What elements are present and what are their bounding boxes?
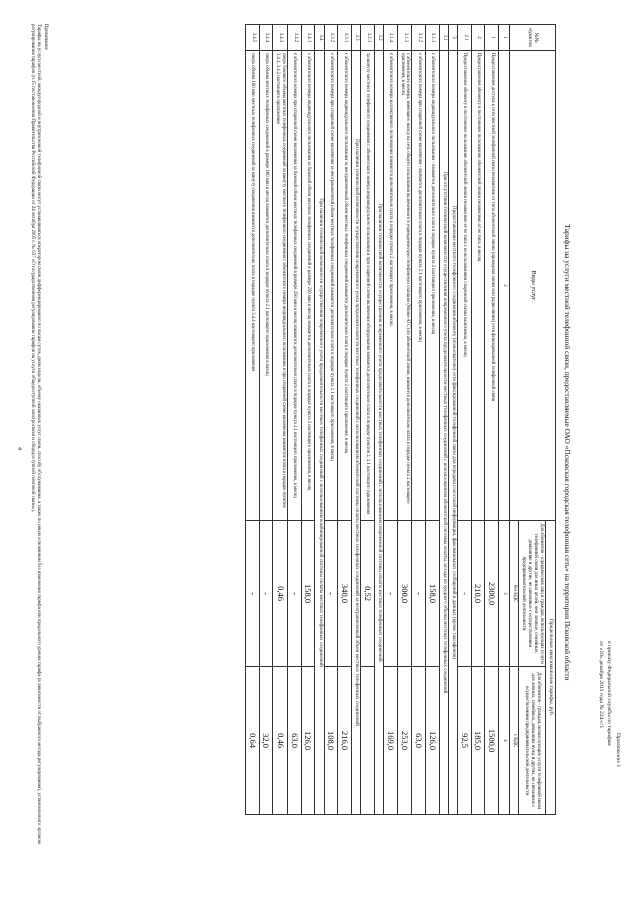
table-row — [361, 25, 375, 815]
section-title: При наличии технической возможности осуществления повременного учета продолжительности местных телефонных соединений с использованием комбинированной системы оплаты местных телефонных соединений — [315, 51, 324, 815]
table-row — [259, 25, 273, 815]
header-with-vat: с НДС — [510, 667, 519, 815]
service-name: с абонентского номера индивидуального пользования за неограниченный объем местных телефонных соединений взимается дополнительно плата в порядке пункта 2 настоящего приложения, в месяц — [338, 51, 352, 521]
service-name: сверх объема 100 мин местных телефонных соединений за минуту соединения взимается дополнительно плата в порядке пункта 3.4.4 настоящего приложения — [246, 51, 260, 521]
row-number: 3.1.4 — [384, 25, 398, 51]
section-title: При отсутствии технической возможности осуществления повременного учета продолжительности местных телефонных соединений с использованием абонентской системы оплаты, исходя из среднего объема местных телефонных соединений — [439, 51, 448, 815]
service-name: Предоставление доступа к сети местной телефонной связи независимо от типа абонентской линии (проводная линия или радиолиния) сети фиксированной телефонной связи — [485, 51, 499, 521]
table-row — [397, 25, 412, 815]
tariff-value-with-vat: 92,5 — [458, 667, 472, 815]
approval-block — [596, 641, 622, 871]
table-row — [273, 25, 288, 815]
service-name: Предоставление абоненту в постоянное пользование абонентской линии независимо от ее типа с использованием спаренной схемы включения, в месяц — [458, 51, 472, 521]
row-number: 3 — [448, 25, 457, 51]
table-row — [426, 25, 440, 815]
service-name: Предоставление абоненту в постоянное пользование абонентской линии независимо от ее типа, в месяц — [471, 51, 485, 521]
row-number: 3.4 — [315, 25, 324, 51]
row-number: 3.1 — [439, 25, 448, 51]
approval-line-1: Приложение 1 — [615, 733, 621, 768]
tariff-value-without-vat: 158,0 — [426, 521, 440, 667]
header-service: Виды услуг — [510, 51, 556, 521]
header-without-vat: без НДС — [510, 521, 519, 667]
tariff-value-with-vat: 0,46 — [273, 667, 288, 815]
column-number: 4 — [499, 667, 510, 815]
tariff-value-without-vat: 158,0 — [301, 521, 315, 667]
column-number: 3 — [499, 521, 510, 667]
row-number: 3.1.3 — [397, 25, 412, 51]
tariff-value-with-vat: 1500,0 — [485, 667, 499, 815]
table-row — [471, 25, 485, 815]
row-number: 2.1 — [458, 25, 472, 51]
row-number: 2 — [471, 25, 485, 51]
row-number: 1 — [485, 25, 499, 51]
tariff-value-without-vat: - — [412, 521, 426, 667]
tariff-value-with-vat — [361, 667, 375, 815]
tariff-value-with-vat: 108,0 — [324, 667, 338, 815]
page-number: 4 — [16, 447, 22, 450]
section-row — [315, 25, 324, 815]
column-number: 1 — [499, 25, 510, 51]
tariff-value-with-vat: 0,64 — [246, 667, 260, 815]
table-row — [412, 25, 426, 815]
notes-text: Тарифы на услуги местной, междугородной и внутризоновой телефонной связи могут устанавливаться оператором связи дифференцированно по часам суток, дням недели, объему оказанных услуг связи, способу обслуживания, а также по иным основаниям без изменения тарифа или предельного уровня тарифа (в зависимости от выбранного метода регулирования), установленного органом регулирования тарифов (п.15 постановления Правительства Российской Федерации от 24 октября 2005 г. № 637 «О государственном регулировании тарифов на услуги общедоступной электросвязи и общедоступной почтовой связи»). — [29, 24, 42, 844]
service-name: сверх объема местных телефонных соединений в размере 100 мин в месяц взимается дополнительно плата в порядке пункта 2.1 настоящего приложения в месяц — [259, 51, 273, 521]
row-number: 3.3.1 — [338, 25, 352, 51]
tariff-value-without-vat: - — [246, 521, 260, 667]
tariff-table — [245, 24, 556, 815]
header-legal-entities: Для абонентов - юридических лиц и граждан, использующих услуги телефонной связи для иных целей, чем личные, семейные, домашние и другие, не связанные с осуществлением предпринимательской деятельности — [519, 521, 546, 667]
row-number: 3.2.1 — [361, 25, 375, 51]
tariff-value-with-vat: 63,0 — [288, 667, 302, 815]
row-number: 3.3.2 — [324, 25, 338, 51]
service-name: с абонентского номера при спаренной схеме включения - взимается дополнительно плата в порядке пункта 2.1 настоящего приложения, в месяц — [412, 51, 426, 521]
section-title: При наличии технической возможности осуществления повременного учета продолжительности местных телефонных соединений с использованием абонентской системы оплаты местных телефонных соединений за неограниченный объем местных телефонных соединений — [351, 51, 360, 815]
tariff-value-without-vat: 340,0 — [338, 521, 352, 667]
tariff-value-without-vat: 2300,0 — [485, 521, 499, 667]
row-number: 3.3 — [351, 25, 360, 51]
service-name: с абонентского номера индивидуального пользования - взимается дополнительно плата в порядке пункта 2 настоящего приложения, в месяц — [426, 51, 440, 521]
approval-line-3: от «10» декабря 2013 года № 224-с/1 — [597, 641, 604, 729]
tariff-value-with-vat: 216,0 — [338, 667, 352, 815]
service-name: с абонентского номера при спаренной схеме включения за базовый объем местных телефонных соединений в размере 250 мин в месяц взимается дополнительно плата в порядке пункта 2.1 настоящего приложения, в месяц — [288, 51, 302, 521]
tariff-value-without-vat: 0,52 — [361, 521, 375, 667]
row-number: 3.4.1 — [301, 25, 315, 51]
section-row — [448, 25, 457, 815]
table-row — [338, 25, 352, 815]
notes-heading: Примечание — [43, 24, 48, 50]
tariff-value-with-vat: 63,0 — [412, 667, 426, 815]
header-tariff-group: Предельные максимальные тарифы, руб. — [546, 521, 556, 815]
tariff-value-with-vat: 253,0 — [397, 667, 412, 815]
section-row — [439, 25, 448, 815]
table-row — [288, 25, 302, 815]
row-number: 3.1.2 — [412, 25, 426, 51]
section-title: Предоставление местного телефонного соединения абоненту (пользователю) сети фиксированной телефонной связи для передачи голосовой информации, факсимильных сообщений и данных (кроме таксофонов) — [448, 51, 457, 815]
service-name: с абонентского номера коллективного пользования взимается дополнительно плата в порядке пункта 2 настоящего приложения, в месяц — [384, 51, 398, 521]
tariff-value-with-vat: 169,0 — [384, 667, 398, 815]
table-row — [384, 25, 398, 815]
service-name: за минуту местного телефонного соединения с абонентского номера индивидуального пользования и при спаренной схеме включения оборудования взимается дополнительно плата в порядке пунктов 2, 2.1 настоящего приложения — [361, 51, 375, 521]
section-row — [374, 25, 383, 815]
service-name: сверх базового объема местных телефонных соединений за минуту местного телефонного соединения с абонентского номера индивидуального пользования и при спаренной схеме включения взимается плата в порядке пунктов 3.4.1, 3.4.2 настоящего приложения — [273, 51, 288, 521]
service-name: с абонентского номера, имеющего выход на сеть общего пользования включенного в учрежденческую телефонную станцию (Мини-АТС) по абонентской линии, взимается дополнительно плата в порядке пункта 2 настоящего приложения, в месяц — [397, 51, 412, 521]
tariff-value-without-vat: - — [384, 521, 398, 667]
tariff-value-with-vat: 126,0 — [301, 667, 315, 815]
tariff-value-with-vat: 185,0 — [471, 667, 485, 815]
table-row — [485, 25, 499, 815]
row-number: 3.4.4 — [259, 25, 273, 51]
column-number: 2 — [499, 51, 510, 521]
row-number: 3.4.2 — [288, 25, 302, 51]
tariff-value-without-vat: 210,0 — [471, 521, 485, 667]
row-number: 3.1.1 — [426, 25, 440, 51]
row-number: 3.4.3 — [273, 25, 288, 51]
document-title: Тарифы на услуги местной телефонной связи, предоставляемые ОАО «Псковская городская телефонная сеть» на территории Псковской области — [563, 224, 572, 681]
tariff-value-without-vat: 0,46 — [273, 521, 288, 667]
table-row — [324, 25, 338, 815]
tariff-value-without-vat: - — [324, 521, 338, 667]
notes-block — [28, 24, 48, 854]
approval-line-2: к приказу Федеральной службы по тарифам — [606, 641, 613, 746]
tariff-value-without-vat: 300,0 — [397, 521, 412, 667]
tariff-value-without-vat: - — [288, 521, 302, 667]
table-row — [458, 25, 472, 815]
tariff-table-body — [246, 25, 499, 815]
service-name: с абонентского номера индивидуального пользования за базовый объем местных телефонных соединений в размере 250 мин в месяц взимается дополнительно плата в порядке пункта 2 настоящего приложения, в месяц — [301, 51, 315, 521]
header-citizens: Для абонентов - граждан, использующих услуги телефонной связи для личных, семейных, домашних нужд и других, не связанных с осуществлением предпринимательской деятельности — [519, 667, 546, 815]
tariff-value-with-vat: 126,0 — [426, 667, 440, 815]
tariff-value-with-vat: 32,0 — [259, 667, 273, 815]
row-number: 3.2 — [374, 25, 383, 51]
row-number: 3.4.5 — [246, 25, 260, 51]
section-row — [351, 25, 360, 815]
service-name: с абонентского номера при спаренной схеме включения за неограниченный объем местных телефонных соединений взимается дополнительно плата в порядке пункта 2.1 настоящего приложения, в месяц — [324, 51, 338, 521]
table-row — [246, 25, 260, 815]
tariff-value-without-vat: - — [458, 521, 472, 667]
header-number: №№ пунктов — [510, 25, 556, 51]
section-title: При наличии технической возможности осуществления повременного учета продолжительности местных телефонных соединений с использованием повременной системы оплаты местных телефонных соединений — [374, 51, 383, 815]
tariff-value-without-vat: - — [259, 521, 273, 667]
table-row — [301, 25, 315, 815]
